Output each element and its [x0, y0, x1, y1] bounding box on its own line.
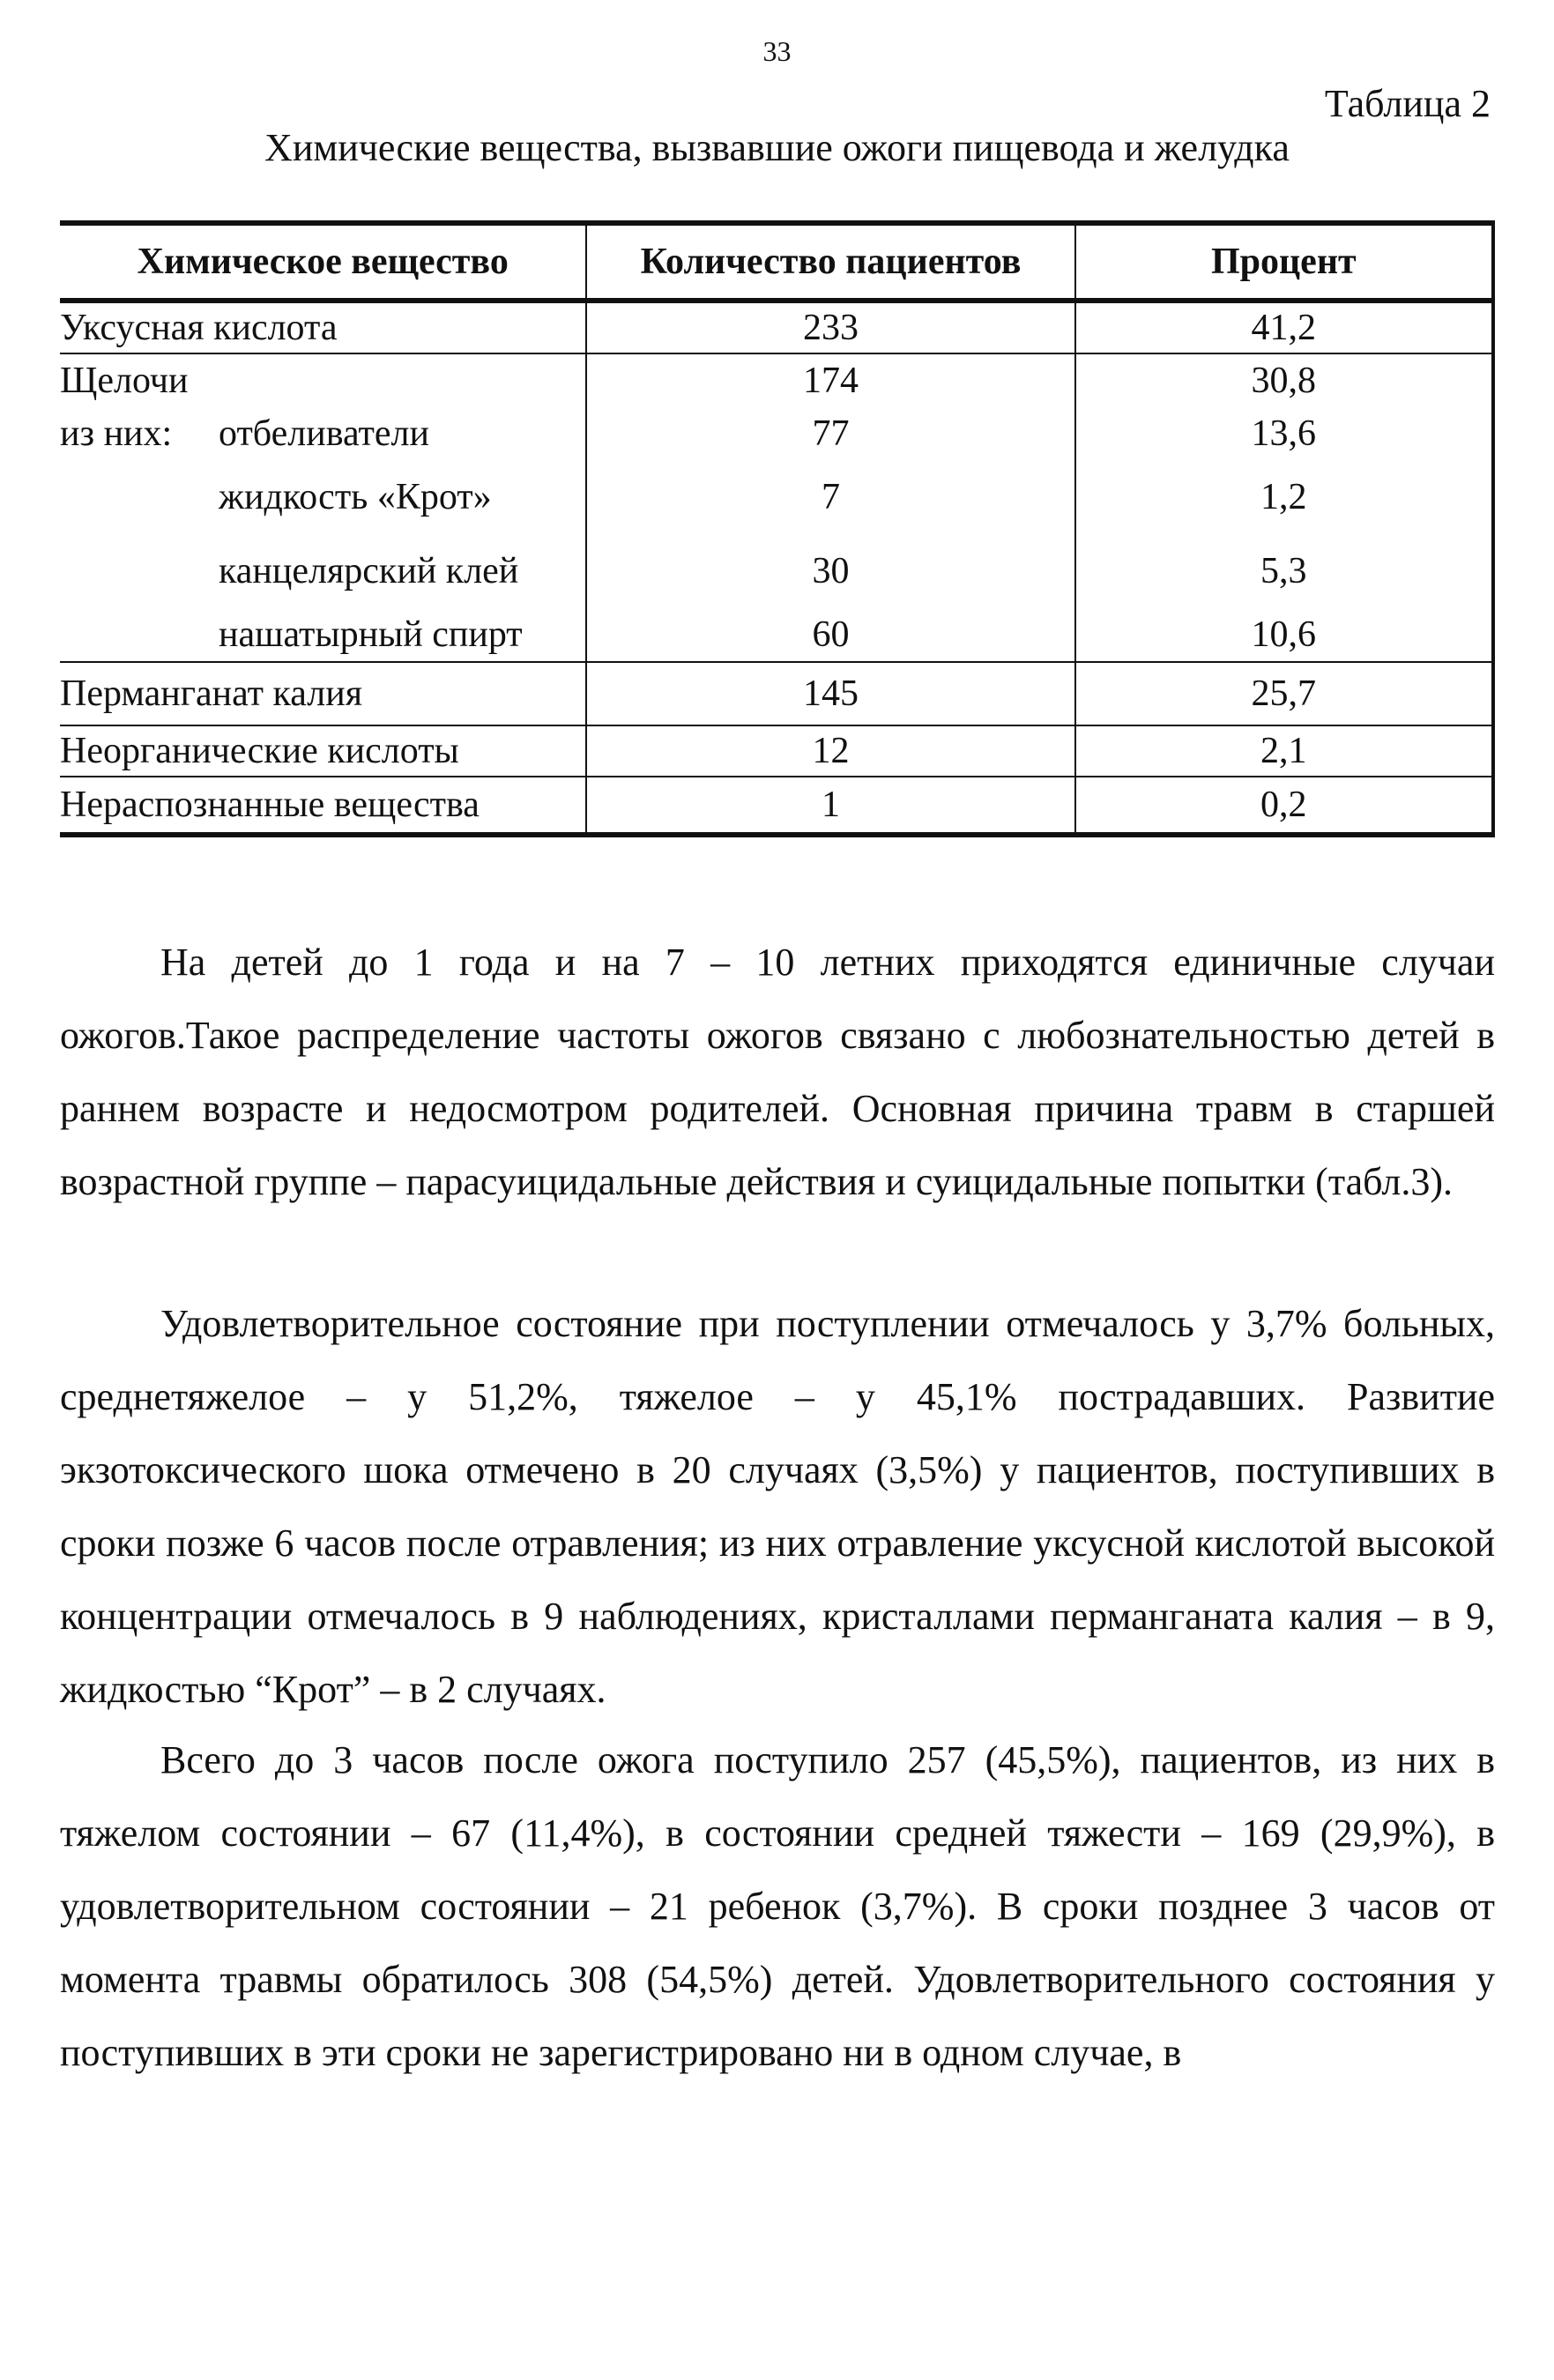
table-row: [60, 534, 1493, 608]
row-name: Нераспознанные вещества: [60, 777, 586, 835]
row-count: 145: [586, 662, 1074, 725]
row-count: 30: [586, 534, 1074, 608]
table-caption: Химические вещества, вызвавшие ожоги пищевода и желудка: [264, 126, 1290, 169]
row-percent: 13,6: [1075, 407, 1493, 460]
row-subname: отбеливатели: [219, 413, 429, 454]
row-percent: 10,6: [1075, 608, 1493, 662]
row-count: 7: [586, 460, 1074, 534]
row-name: [60, 534, 586, 608]
row-percent: 25,7: [1075, 662, 1493, 725]
table-row: [60, 353, 1493, 407]
paragraph: Удовлетворительное состояние при поступлении отмечалось у 3,7% больных, среднетяжелое – у 51,2%, тяжелое – у 45,1% пострадавших. Развитие экзотоксического шока отмечено в 20 случаях (3,5%) у пациентов, поступивших в сроки позже 6 часов после отравления; из них отравление уксусной кислотой высокой концентрации отмечалось в 9 наблюдениях, кристаллами перманганата калия – в 9, жидкостью “Крот” – в 2 случаях.: [60, 1302, 1495, 1711]
table-row: [60, 777, 1493, 835]
row-name: Щелочи: [60, 353, 586, 407]
table-row: [60, 725, 1493, 777]
row-percent: 1,2: [1075, 460, 1493, 534]
row-percent: 5,3: [1075, 534, 1493, 608]
row-subname: нашатырный спирт: [219, 614, 523, 655]
header-percent: Процент: [1075, 223, 1493, 301]
table-row: [60, 460, 1493, 534]
row-name: Неорганические кислоты: [60, 725, 586, 777]
row-percent: 41,2: [1075, 301, 1493, 353]
row-percent: 2,1: [1075, 725, 1493, 777]
row-prefix: из них:: [60, 413, 173, 454]
row-name: Уксусная кислота: [60, 308, 338, 348]
table-row: [60, 407, 1493, 460]
paragraph: Всего до 3 часов после ожога поступило 257 (45,5%), пациентов, из них в тяжелом состоянии – 67 (11,4%), в состоянии средней тяжести – 169 (29,9%), в удовлетворительном состоянии – 21 ребенок (3,7%). В сроки позднее 3 часов от момента травмы обратилось 308 (54,5%) детей. Удовлетворительного состояния у поступивших в эти сроки не зарегистрировано ни в одном случае, в: [60, 1738, 1495, 2074]
table-row: [60, 662, 1493, 725]
chemicals-table: [60, 220, 1495, 837]
row-count: 60: [586, 608, 1074, 662]
paragraph: На детей до 1 года и на 7 – 10 летних приходятся единичные случаи ожогов.Такое распределение частоты ожогов связано с любознательностью детей в раннем возрасте и недосмотром родителей. Основная причина травм в старшей возрастной группе – парасуицидальные действия и суицидальные попытки (табл.3).: [60, 941, 1495, 1203]
header-substance: Химическое вещество: [60, 223, 586, 301]
row-count: 233: [586, 301, 1074, 353]
row-count: 77: [586, 407, 1074, 460]
row-name: [60, 460, 586, 534]
header-count: Количество пациентов: [586, 223, 1074, 301]
table-label: Таблица 2: [1324, 82, 1491, 125]
row-subname: жидкость «Крот»: [219, 477, 492, 517]
row-count: 174: [586, 353, 1074, 407]
row-name: [60, 407, 586, 460]
table-row: [60, 301, 1493, 353]
row-count: 12: [586, 725, 1074, 777]
row-count: 1: [586, 777, 1074, 835]
table-row: [60, 608, 1493, 662]
page-number: 33: [762, 35, 792, 67]
row-name: Перманганат калия: [60, 662, 586, 725]
row-percent: 30,8: [1075, 353, 1493, 407]
row-subname: канцелярский клей: [219, 551, 519, 591]
row-percent: 0,2: [1075, 777, 1493, 835]
row-name: [60, 608, 586, 662]
table-header-row: [60, 223, 1493, 301]
